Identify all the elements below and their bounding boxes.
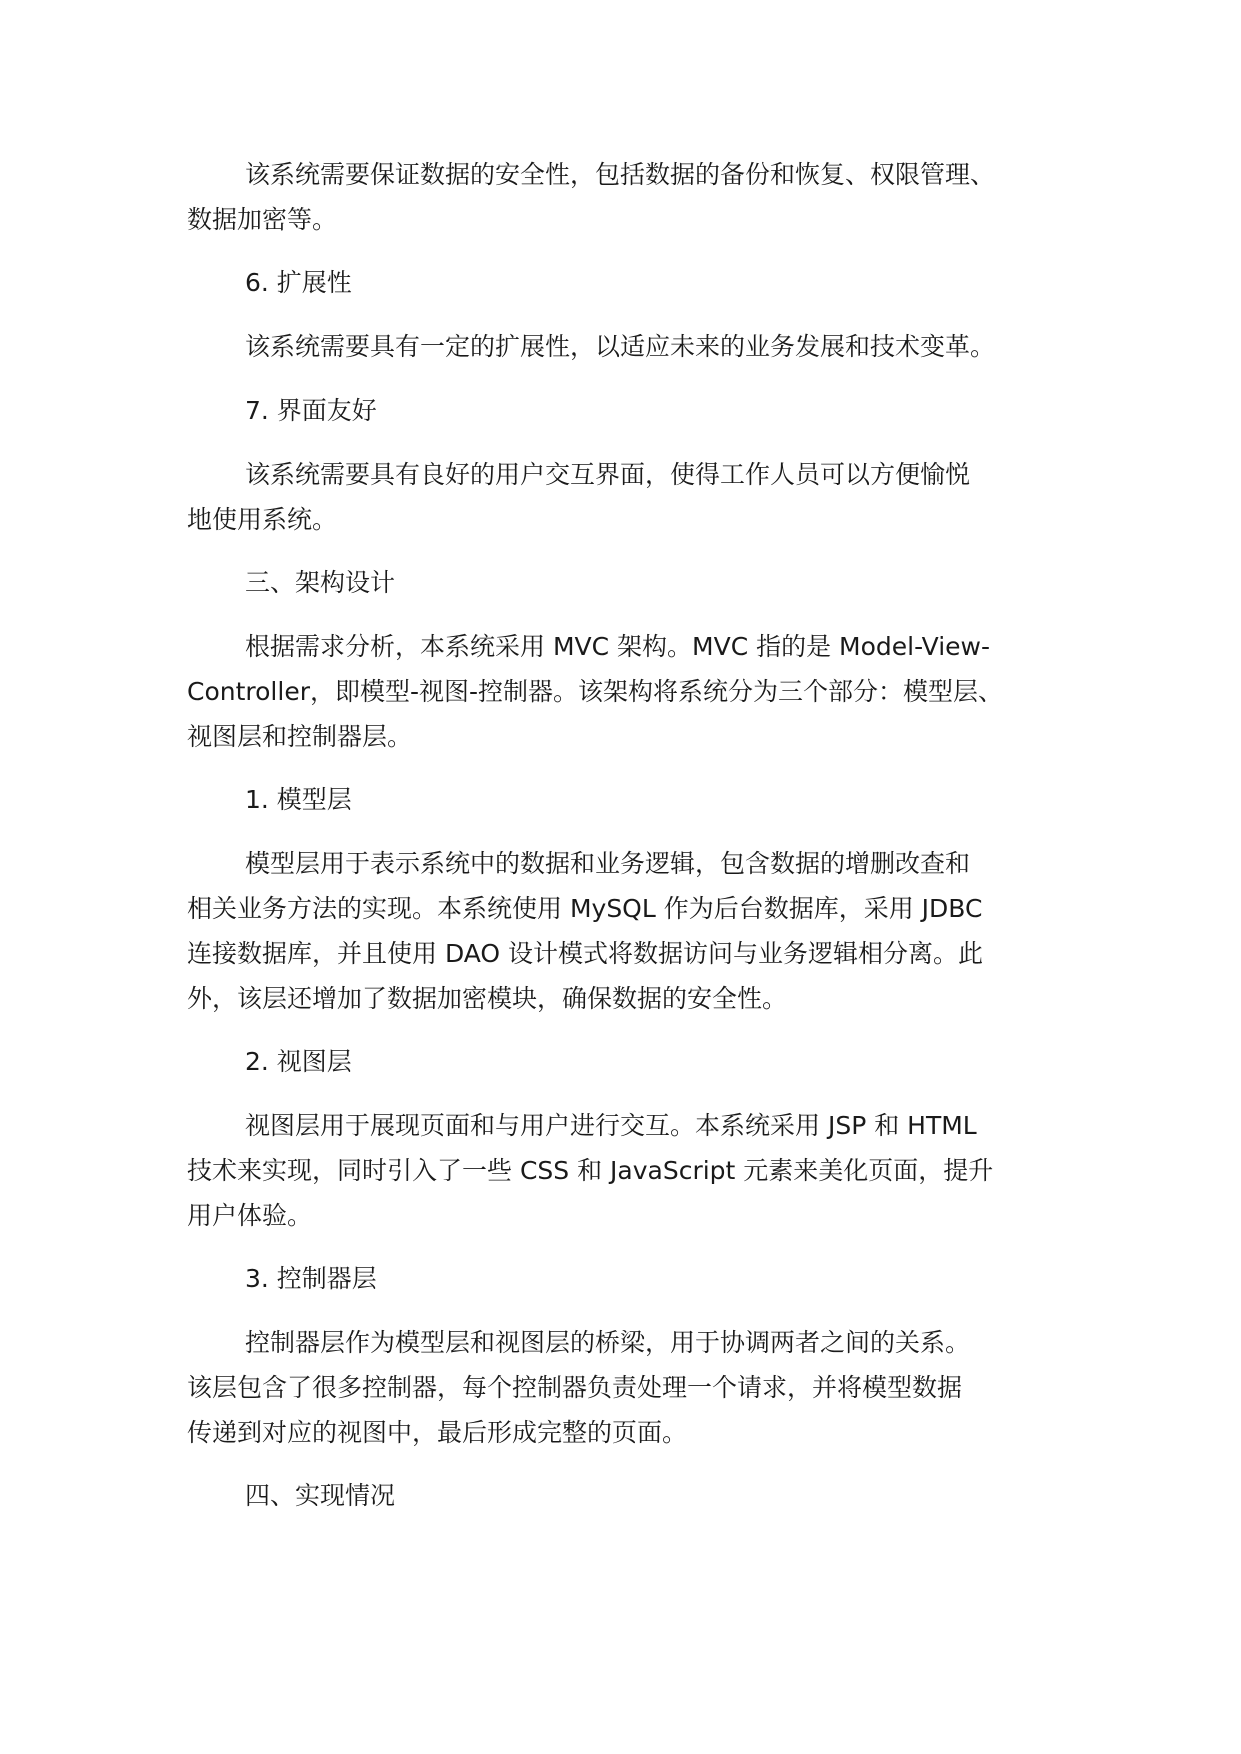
section-heading-architecture: 三、架构设计 <box>245 568 396 597</box>
paragraph-mvc-line-3: 视图层和控制器层。 <box>187 722 413 751</box>
paragraph-friendly-ui-line-2: 地使用系统。 <box>187 505 338 534</box>
heading-view-layer: 2. 视图层 <box>245 1047 352 1076</box>
paragraph-security-line-1: 该系统需要保证数据的安全性，包括数据的备份和恢复、权限管理、 <box>245 160 996 189</box>
paragraph-view-line-3: 用户体验。 <box>187 1201 313 1230</box>
paragraph-controller-line-3: 传递到对应的视图中，最后形成完整的页面。 <box>187 1418 688 1447</box>
heading-controller-layer: 3. 控制器层 <box>245 1264 377 1293</box>
paragraph-extensibility-line-1: 该系统需要具有一定的扩展性，以适应未来的业务发展和技术变革。 <box>245 332 996 361</box>
paragraph-controller-line-2: 该层包含了很多控制器，每个控制器负责处理一个请求，并将模型数据 <box>187 1373 963 1402</box>
paragraph-model-line-4: 外，该层还增加了数据加密模块，确保数据的安全性。 <box>187 984 788 1013</box>
section-heading-implementation: 四、实现情况 <box>245 1481 396 1510</box>
paragraph-model-line-1: 模型层用于表示系统中的数据和业务逻辑，包含数据的增删改查和 <box>245 849 971 878</box>
heading-friendly-ui: 7. 界面友好 <box>245 396 377 425</box>
paragraph-mvc-line-1: 根据需求分析，本系统采用 MVC 架构。MVC 指的是 Model-View- <box>245 632 991 661</box>
paragraph-model-line-3: 连接数据库，并且使用 DAO 设计模式将数据访问与业务逻辑相分离。此 <box>187 939 984 968</box>
paragraph-security-line-2: 数据加密等。 <box>187 205 338 234</box>
heading-extensibility: 6. 扩展性 <box>245 268 352 297</box>
paragraph-view-line-1: 视图层用于展现页面和与用户进行交互。本系统采用 JSP 和 HTML <box>245 1111 977 1140</box>
heading-model-layer: 1. 模型层 <box>245 785 352 814</box>
paragraph-model-line-2: 相关业务方法的实现。本系统使用 MySQL 作为后台数据库，采用 JDBC <box>187 894 983 923</box>
paragraph-view-line-2: 技术来实现，同时引入了一些 CSS 和 JavaScript 元素来美化页面，提升 <box>187 1156 994 1185</box>
paragraph-controller-line-1: 控制器层作为模型层和视图层的桥梁，用于协调两者之间的关系。 <box>245 1328 971 1357</box>
paragraph-friendly-ui-line-1: 该系统需要具有良好的用户交互界面，使得工作人员可以方便愉悦 <box>245 460 971 489</box>
paragraph-mvc-line-2: Controller，即模型-视图-控制器。该架构将系统分为三个部分：模型层、 <box>187 677 1004 706</box>
